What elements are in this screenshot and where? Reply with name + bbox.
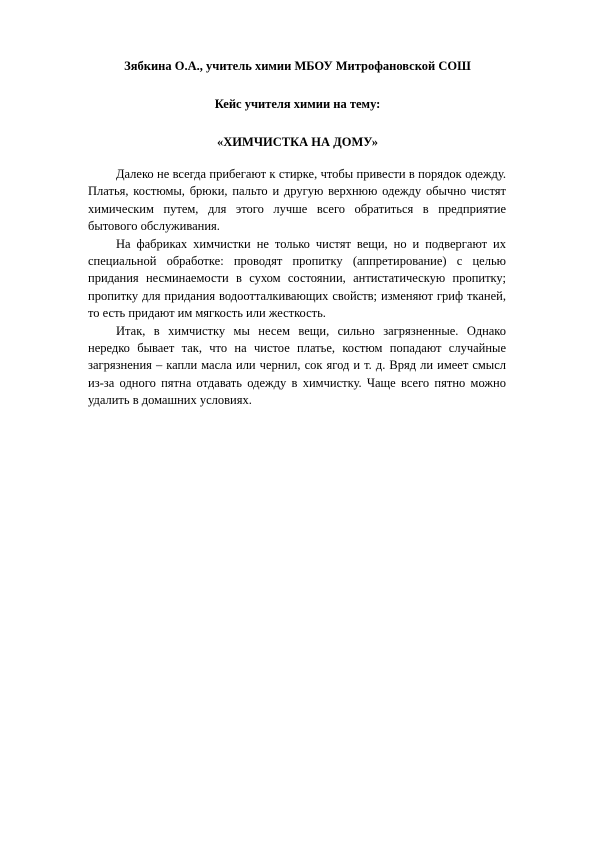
case-heading: Кейс учителя химии на тему:: [214, 97, 381, 111]
document-title: «ХИМЧИСТКА НА ДОМУ»: [217, 135, 378, 149]
author-line: Зябкина О.А., учитель химии МБОУ Митрофановской СОШ: [124, 59, 471, 73]
document-body: [88, 166, 506, 410]
paragraph-2: На фабриках химчистки не только чистят вещи, но и подвергают их специальной обработке: проводят пропитку (аппретирование) с целью придания несминаемости в сухом состоянии, антистатическую пропитку; пропитку для придания водоотталкивающих свойств; изменяют гриф тканей, то есть придают им мягкость или жесткость.: [88, 236, 506, 321]
paragraph-3: Итак, в химчистку мы несем вещи, сильно загрязненные. Однако нередко бывает так, что на чистое платье, костюм попадают случайные загрязнения – капли масла или чернил, сок ягод и т. д. Вряд ли имеет смысл из-за одного пятна отдавать одежду в химчистку. Чаще всего пятно можно удалить в домашних условиях.: [88, 323, 506, 408]
paragraph-1: Далеко не всегда прибегают к стирке, чтобы привести в порядок одежду. Платья, костюмы, брюки, пальто и другую верхнюю одежду обычно чистят химическим путем, для этого лучше всего обратиться в предприятие бытового обслуживания.: [88, 167, 506, 234]
